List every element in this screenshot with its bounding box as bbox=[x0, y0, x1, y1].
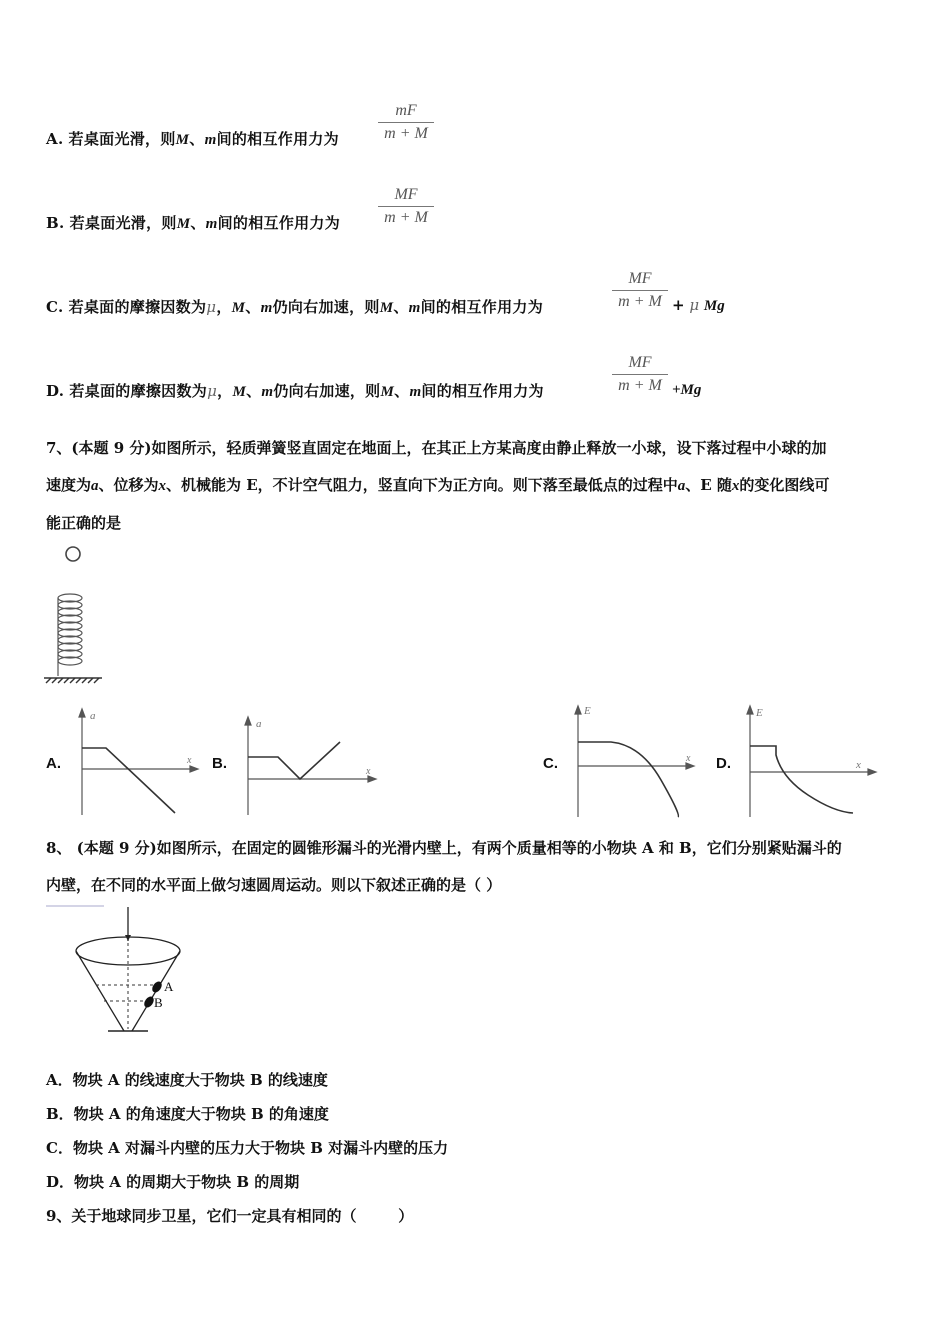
q7-line-1: 7、(本题 9 分)如图所示，轻质弹簧竖直固定在地面上，在其正上方某高度由静止释放一小球，设下落过程中小球的加 bbox=[46, 439, 827, 457]
q7-stem bbox=[46, 430, 908, 542]
q6-d-fraction: MF m + M bbox=[612, 354, 668, 395]
graph-b-y-label: a bbox=[256, 718, 262, 730]
graph-c-curve bbox=[578, 742, 678, 817]
graph-c-y-label: E bbox=[584, 705, 591, 717]
q6-d-tail: +Mg bbox=[672, 382, 702, 398]
q8-option-a: A．物块 A 的线速度大于物块 B 的线速度 bbox=[46, 1071, 328, 1089]
q7-option-c-label: C. bbox=[543, 755, 558, 772]
graph-a-curve bbox=[82, 748, 175, 813]
graph-b-x-label: x bbox=[366, 766, 371, 777]
graph-a-y-label: a bbox=[90, 710, 96, 722]
q6-b-fraction: MF m + M bbox=[378, 186, 434, 227]
ground bbox=[44, 678, 102, 683]
graph-a-x-label: x bbox=[187, 755, 192, 766]
q7-option-d-label: D. bbox=[716, 755, 731, 772]
graph-d-curve bbox=[750, 746, 853, 813]
q6-option-a: A. 若桌面光滑，则M、m间的相互作用力为 bbox=[46, 130, 339, 148]
q9-stem: 9、关于地球同步卫星，它们一定具有相同的（ ） bbox=[46, 1207, 414, 1225]
funnel-figure bbox=[44, 905, 194, 1040]
q8-option-c: C．物块 A 对漏斗内壁的压力大于物块 B 对漏斗内壁的压力 bbox=[46, 1139, 449, 1157]
q6-c-fraction: MF m + M bbox=[612, 270, 668, 311]
q6-option-c: C. 若桌面的摩擦因数为μ，M、m仍向右加速，则M、m间的相互作用力为 bbox=[46, 298, 544, 316]
q7-line-2: 速度为a、位移为x、机械能为 E，不计空气阻力，竖直向下为正方向。则下落至最低点的过程中a、E 随x的变化图线可 bbox=[46, 476, 830, 494]
graph-d-x-label: x bbox=[856, 759, 861, 771]
q8-option-b: B．物块 A 的角速度大于物块 B 的角速度 bbox=[46, 1105, 329, 1123]
spring bbox=[58, 594, 82, 676]
graph-c bbox=[566, 700, 701, 818]
graph-d-y-label: E bbox=[756, 707, 763, 719]
graph-b bbox=[236, 705, 386, 817]
graph-b-curve bbox=[248, 742, 340, 779]
option-label: C. bbox=[46, 298, 64, 316]
q7-line-3: 能正确的是 bbox=[46, 514, 122, 532]
option-label: D. bbox=[46, 382, 65, 400]
q8-line-2: 内壁，在不同的水平面上做匀速圆周运动。则以下叙述正确的是（ ） bbox=[46, 876, 502, 894]
q7-option-a-label: A. bbox=[46, 755, 61, 772]
q6-option-b: B. 若桌面光滑，则M、m间的相互作用力为 bbox=[46, 214, 341, 232]
q6-option-d: D. 若桌面的摩擦因数为μ，M、m仍向右加速，则M、m间的相互作用力为 bbox=[46, 382, 544, 400]
spring-ball-figure bbox=[42, 540, 112, 690]
label-a: A bbox=[164, 979, 174, 994]
label-b: B bbox=[154, 995, 163, 1010]
option-label: B. bbox=[46, 214, 65, 232]
q7-option-b-label: B. bbox=[212, 755, 227, 772]
option-label: A. bbox=[46, 130, 64, 148]
q8-stem bbox=[46, 830, 908, 904]
ball bbox=[66, 547, 80, 561]
q8-line-1: 8、 (本题 9 分)如图所示，在固定的圆锥形漏斗的光滑内壁上，有两个质量相等的小物块 A 和 B，它们分别紧贴漏斗的 bbox=[46, 839, 842, 857]
q6-a-fraction: mF m + M bbox=[378, 102, 434, 143]
q8-option-d: D．物块 A 的周期大于物块 B 的周期 bbox=[46, 1173, 300, 1191]
graph-c-x-label: x bbox=[686, 753, 691, 764]
graph-d bbox=[738, 700, 883, 818]
graph-a bbox=[70, 705, 200, 817]
q6-c-tail: + μ Mg bbox=[672, 296, 725, 314]
